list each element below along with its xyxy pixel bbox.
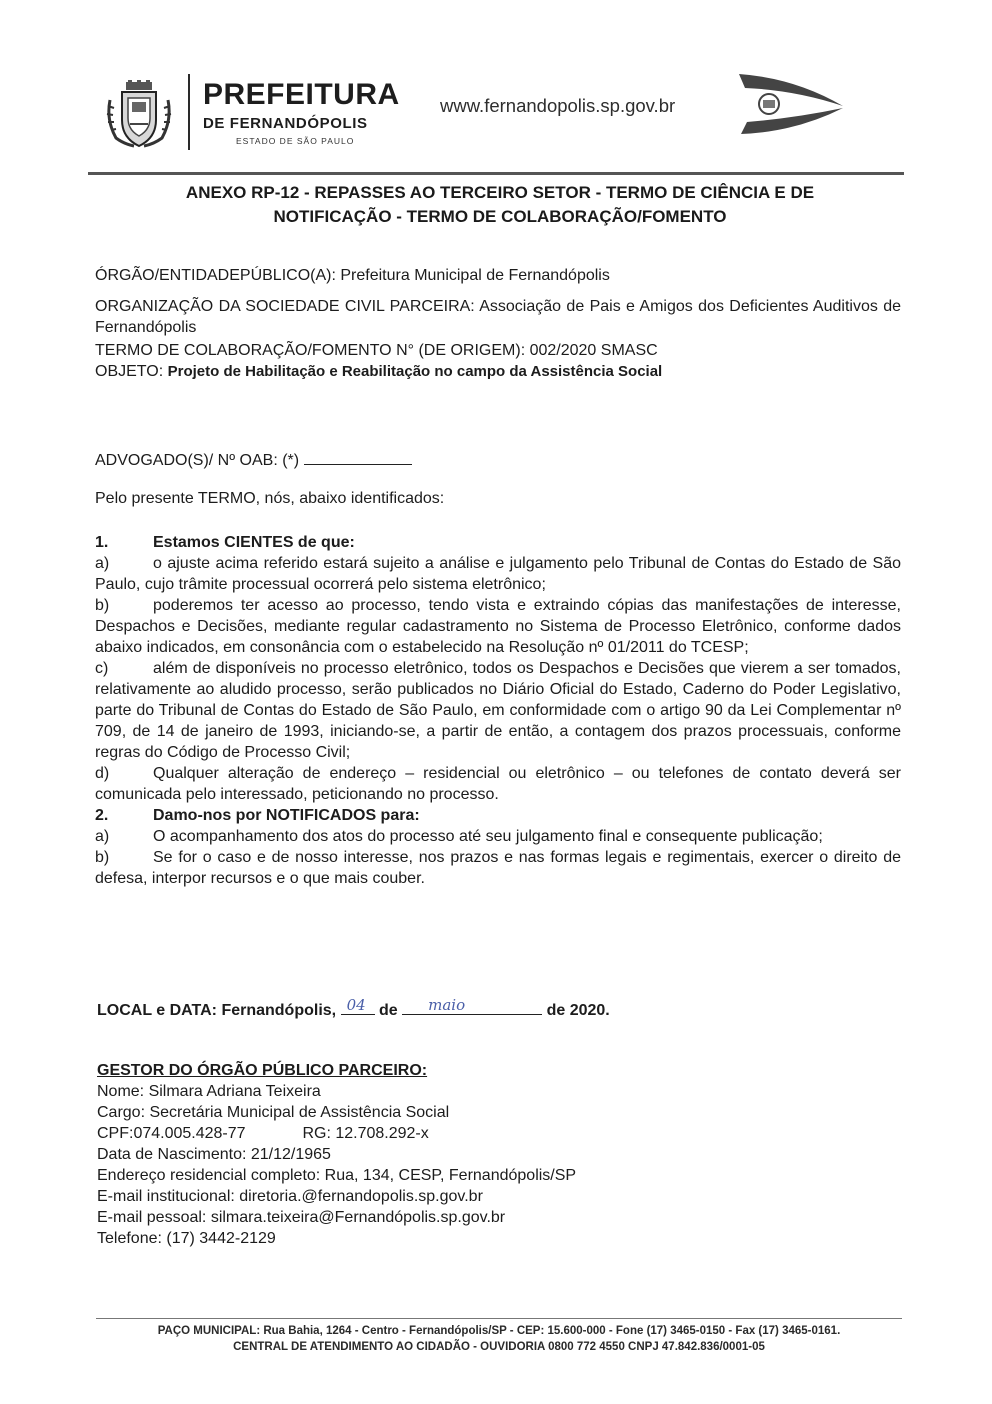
item-letter: a) [95,555,110,572]
title-line-1: ANEXO RP-12 - REPASSES AO TERCEIRO SETOR - TERMO DE CIÊNCIA E DE [185,183,815,202]
item-letter: b) [95,849,110,866]
gestor-nascimento: Data de Nascimento: 21/12/1965 [97,1146,331,1163]
gestor-title: GESTOR DO ÓRGÃO PÚBLICO PARCEIRO: [97,1062,428,1079]
day-blank [341,996,375,1015]
termo-value: 002/2020 SMASC [529,342,658,359]
gestor-rg: RG: 12.708.292-x [302,1125,429,1142]
footer-line-2: CENTRAL DE ATENDIMENTO AO CIDADÃO - OUVIDORIA 0800 772 4550 CNPJ 47.842.836/0001-05 [233,1341,765,1353]
logo-title: PREFEITURA [203,78,400,111]
gestor-email-pessoal: E-mail pessoal: silmara.teixeira@Fernandópolis.sp.gov.br [97,1209,506,1226]
orgao-field [95,265,901,286]
section-2-number: 2. [95,807,109,824]
logo-subtitle: DE FERNANDÓPOLIS [203,115,368,132]
gestor-block [97,1060,903,1249]
municipal-crest-icon [104,80,174,150]
item-letter: d) [95,765,110,782]
osc-value: Associação de Pais e Amigos dos Deficientes Auditivos de Fernandópolis [95,298,902,336]
gestor-endereco: Endereço residencial completo: Rua, 134, CESP, Fernandópolis/SP [97,1167,577,1184]
item-text: poderemos ter acesso ao processo, tendo vista e extraindo cópias das manifestações de interesse, Despachos e Decisões, mediante regular cadastramento no Sistema de Processo Eletrônico, conforme dados abaixo indicados, em consonância com o estabelecido na Resolução nº 01/2011 do TCESP; [95,597,901,656]
item-letter: a) [95,828,110,845]
osc-field [95,296,901,338]
gestor-nome: Nome: Silmara Adriana Teixeira [97,1083,321,1100]
sections [95,532,901,889]
section-1-item-d [95,763,901,805]
item-text: Qualquer alteração de endereço – residencial ou eletrônico – ou telefones de contato deverá ser comunicada pelo interessado, peticionando no processo. [95,765,901,803]
section-2-heading [95,805,901,826]
section-1-heading [95,532,901,553]
title-line-2: NOTIFICAÇÃO - TERMO DE COLABORAÇÃO/FOMENTO [273,207,727,226]
section-2-item-b [95,847,901,889]
orgao-value: Prefeitura Municipal de Fernandópolis [340,267,610,284]
de-1: de [379,1002,398,1019]
orgao-label: ÓRGÃO/ENTIDADEPÚBLICO(A): [95,267,336,284]
website-url: www.fernandopolis.sp.gov.br [440,95,676,116]
item-letter: b) [95,597,110,614]
section-2-title: Damo-nos por NOTIFICADOS para: [153,807,420,824]
footer-rule [96,1318,902,1319]
month-handwritten: maio [428,996,466,1014]
osc-label: ORGANIZAÇÃO DA SOCIEDADE CIVIL PARCEIRA: [95,298,475,315]
footer-line-1: PAÇO MUNICIPAL: Rua Bahia, 1264 - Centro - Fernandópolis/SP - CEP: 15.600-000 - Fone (17) 3465-0150 - Fax (17) 3465-0161. [157,1325,841,1337]
section-1-item-a [95,553,901,595]
logo-divider [188,74,190,150]
advogado-blank [304,450,412,465]
item-text: Se for o caso e de nosso interesse, nos prazos e nas formas legais e regimentais, exercer o direito de defesa, interpor recursos e o que mais couber. [95,849,901,887]
termo-label: TERMO DE COLABORAÇÃO/FOMENTO N° (DE ORIGEM): [95,342,526,359]
gestor-email-institucional: E-mail institucional: diretoria.@fernandopolis.sp.gov.br [97,1188,483,1205]
section-1-item-b [95,595,901,658]
item-text: o ajuste acima referido estará sujeito a análise e julgamento pelo Tribunal de Contas do Estado de São Paulo, cujo trâmite processual ocorrerá pelo sistema eletrônico; [95,555,901,593]
logo-state: ESTADO DE SÃO PAULO [236,136,355,146]
section-2-item-a [95,826,901,847]
item-text: além de disponíveis no processo eletrônico, todos os Despachos e Decisões que vierem a ser tomados, relativamente ao aludido processo, serão publicados no Diário Oficial do Estado, Caderno do Poder Legislativo, parte do Tribunal de Contas do Estado de São Paulo, em conformidade com o artigo 90 da Lei Complementar nº 709, de 14 de janeiro de 1993, iniciando-se, a partir de então, a contagem dos prazos processuais, conforme regras do Código de Processo Civil; [95,660,901,761]
section-1-number: 1. [95,534,109,551]
document-title [120,181,880,229]
day-handwritten: 04 [346,996,366,1014]
advogado-label: ADVOGADO(S)/ Nº OAB: (*) [95,452,300,469]
month-blank [402,996,542,1015]
objeto-field [95,361,901,382]
gestor-cpf: CPF:074.005.428-77 [97,1125,246,1142]
section-1-title: Estamos CIENTES de que: [153,534,355,551]
item-letter: c) [95,660,109,677]
gestor-cpf-rg [97,1123,903,1144]
local-label: LOCAL e DATA: Fernandópolis, [97,1002,337,1019]
objeto-label: OBJETO: [95,363,164,380]
gestor-cargo: Cargo: Secretária Municipal de Assistência Social [97,1104,450,1121]
header-rule [88,172,904,175]
intro-text: Pelo presente TERMO, nós, abaixo identificados: [95,490,445,507]
objeto-value: Projeto de Habilitação e Reabilitação no campo da Assistência Social [167,363,663,380]
advogado-field [95,450,901,471]
gestor-telefone: Telefone: (17) 3442-2129 [97,1230,276,1247]
section-1-item-c [95,658,901,763]
local-date-line [97,996,610,1020]
item-text: O acompanhamento dos atos do processo até seu julgamento final e consequente publicação; [153,828,823,845]
arrow-emblem-icon [735,70,847,140]
termo-field [95,340,901,361]
de-2: de 2020. [546,1002,610,1019]
